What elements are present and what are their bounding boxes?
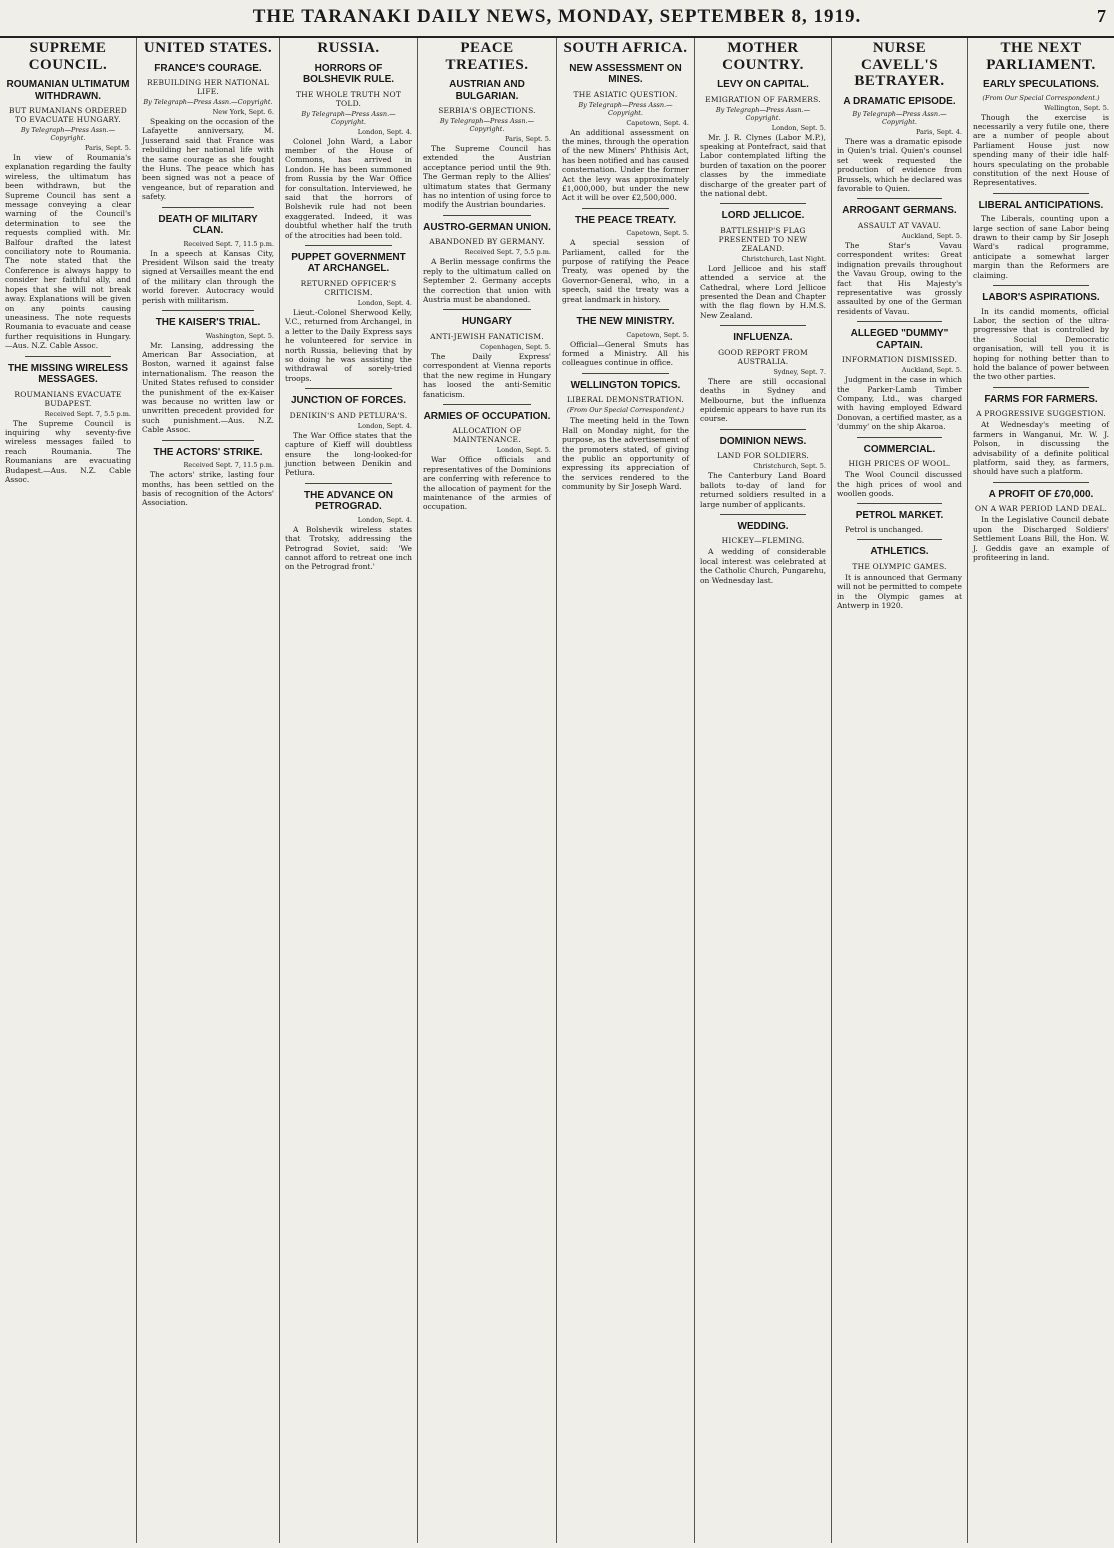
article-subhead: EMIGRATION OF FARMERS.: [705, 94, 821, 104]
article-headline: LIBERAL ANTICIPATIONS.: [978, 199, 1104, 211]
article-subhead: LIBERAL DEMONSTRATION.: [566, 395, 684, 405]
article: [700, 79, 826, 198]
page-number: 7: [1097, 6, 1106, 26]
column-2: [137, 38, 280, 1543]
article-headline: ALLEGED "DUMMY" CAPTAIN.: [850, 328, 949, 351]
article-headline: LABOR'S ASPIRATIONS.: [982, 292, 1100, 304]
article: [285, 388, 412, 478]
article-body: There was a dramatic episode in Quien's trial. Quien's counsel set week requested the production of evidence from Brussels, which he declared was favorable to Quien.: [837, 137, 962, 194]
article-divider: [582, 309, 669, 310]
article-divider: [993, 193, 1089, 194]
article-body: Colonel John Ward, a Labor member of the House of Commons, has arrived in London. He has been summoned from Russia by the War Office for consultation. Interviewed, he said that the horrors of Bolshevik rule had not been exaggerated. Indeed, it was doubtful whether half the truth of the atrocities had been told.: [285, 136, 412, 240]
article-body: Though the exercise is necessarily a very futile one, there are a number of people about Parliament House just now spending many of their idle half-hours speculating on the probable constitution of the next House of Representatives.: [973, 112, 1109, 188]
article-body: The Supreme Council has extended the Austrian acceptance period until the 9th. The German reply to the Allies' ultimatum states that Germany has no intention of using force to modify the Austrian boundaries.: [423, 144, 551, 210]
article-body: War Office officials and representatives of the Dominions are conferring with reference to the allocation of payment for the maintenance of the armies of occupation.: [423, 455, 551, 512]
article-headline: ARMIES OF OCCUPATION.: [423, 410, 551, 422]
article: [423, 404, 551, 512]
article-subhead: DENIKIN'S AND PETLURA'S.: [289, 410, 408, 420]
article-dateline: Sydney, Sept. 7.: [773, 367, 826, 376]
article-body: Official—General Smuts has formed a Ministry. All his colleagues continue in office.: [562, 339, 689, 368]
article-dateline: New York, Sept. 6.: [212, 108, 274, 116]
article: [285, 245, 412, 383]
article-subhead: HIGH PRICES OF WOOL.: [848, 459, 951, 469]
article-body: Speaking on the occasion of the Lafayette anniversary, M. Jusserand said that France was rebuilding her national life with the same courage as she fought the Huns. The peace which has been signed was not a peace of vengeance, but of reparation and safety.: [142, 117, 274, 202]
article-credit: By Telegraph—Press Assn.—Copyright.: [20, 126, 116, 142]
article-divider: [993, 482, 1089, 483]
article-dateline: Capetown, Sept. 5.: [626, 229, 689, 238]
article-divider: [857, 321, 942, 322]
masthead: [0, 0, 1114, 38]
article-headline: A PROFIT OF £70,000.: [988, 488, 1094, 500]
article-body: Mr. J. R. Clynes (Labor M.P.), speaking at Pontefract, said that Labor contemplated lifting the burden of taxation on the poorer classes by the immediate discharge of the greater part of the national debt.: [700, 132, 826, 198]
article-headline: THE KAISER'S TRIAL.: [155, 317, 261, 329]
article-body: In the Legislative Council debate upon the Discharged Soldiers' Settlement Loans Bill, the Hon. W. J. Geddis gave an example of profiteering in land.: [973, 515, 1109, 562]
article-dateline: Wellington, Sept. 5.: [1044, 103, 1109, 112]
article-credit: By Telegraph—Press Assn.—Copyright.: [439, 117, 535, 133]
article-body: The Supreme Council is inquiring why seventy-five wireless messages failed to reach Roumania. The Roumanians are evacuating Budapest.—Aus. N.Z. Cable Assoc.: [5, 418, 131, 484]
article-headline: NEW ASSESSMENT ON MINES.: [569, 62, 682, 85]
article-headline: LEVY ON CAPITAL.: [717, 79, 809, 90]
article: [142, 63, 274, 202]
column-3: [280, 38, 418, 1543]
article: [142, 310, 274, 435]
article-headline: DEATH OF MILITARY CLAN.: [158, 213, 258, 237]
article: [562, 373, 689, 492]
article-dateline: Capetown, Sept. 4.: [626, 118, 689, 127]
article-headline: INFLUENZA.: [733, 332, 793, 344]
article: [562, 63, 689, 203]
article-credit: By Telegraph—Press Assn.—Copyright.: [578, 100, 673, 117]
column-title: SUPREME COUNCIL.: [28, 40, 108, 73]
column-title: THE NEXT PARLIAMENT.: [986, 40, 1096, 73]
article-body: At Wednesday's meeting of farmers in Wanganui, Mr. W. J. Polson, in discussing the advisability of a definite political platform, said they, as farmers, should have such a platform.: [973, 420, 1109, 477]
article-headline: LORD JELLICOE.: [721, 210, 805, 222]
article-divider: [720, 325, 806, 326]
article-body: Mr. Lansing, addressing the American Bar Association, at Boston, warned it against false internationalism. The reason the United States refused to consider the punishment of the ex-Kaiser was because no written law or unwritten precedent provided for such punishment.—Aus. N.Z. Cable Assoc.: [142, 340, 274, 435]
article-divider: [305, 388, 392, 389]
article: [142, 207, 274, 305]
article-dateline: Capetown, Sept. 5.: [626, 330, 689, 339]
article-dateline: Received Sept. 7, 11.5 p.m.: [183, 239, 274, 248]
article-body: In view of Roumania's explanation regarding the faulty wireless, the ultimatum has been withdrawn, but the Supreme Council has sent a message conveying a clear warning of the Council's determination to see the requests complied with. Mr. Balfour drafted the latest conciliatory note to Roumania. The note stated that the Conference is always happy to consider her faithful ally, and hopes that she will not break away. Explanations will be given on any points causing uneasiness. The note requests Roumania to evacuate and cease further requisitions in Hungary.—Aus. N.Z. Cable Assoc.: [5, 153, 131, 351]
article-subhead: THE OLYMPIC GAMES.: [852, 561, 947, 571]
column-title: SOUTH AFRICA.: [563, 40, 688, 56]
article-headline: HUNGARY: [461, 316, 513, 328]
article: [142, 440, 274, 508]
article-dateline: London, Sept. 4.: [357, 127, 412, 136]
article-subhead: A PROGRESSIVE SUGGESTION.: [976, 409, 1106, 419]
article-headline: THE ADVANCE ON PETROGRAD.: [304, 489, 393, 513]
article-dateline: London, Sept. 5.: [771, 123, 826, 132]
column-1: [0, 38, 137, 1543]
article: [837, 437, 962, 499]
article-divider: [443, 309, 531, 310]
article-dateline: Auckland, Sept. 5.: [901, 366, 962, 375]
article-subhead: THE WHOLE TRUTH NOT TOLD.: [295, 89, 402, 108]
column-title: UNITED STATES.: [143, 40, 273, 56]
article-body: An additional assessment on the mines, through the operation of the new Miners' Phthisis Act, has been notified and has caused consternation. Under the former Act the levy was approximately £1,000,000, but under the new Act it will be over £2,500,000.: [562, 127, 689, 203]
article-divider: [857, 539, 942, 540]
article-divider: [162, 207, 254, 208]
article-divider: [25, 356, 111, 357]
article-subhead: BATTLESHIP'S FLAG PRESENTED TO NEW ZEALAND.: [718, 225, 808, 253]
article-headline: ARROGANT GERMANS.: [842, 205, 957, 217]
article-credit: (From Our Special Correspondent.): [982, 93, 1100, 102]
article-subhead: THE ASIATIC QUESTION.: [573, 89, 678, 99]
article: [837, 96, 962, 194]
article: [837, 321, 962, 431]
article-dateline: Paris, Sept. 5.: [504, 135, 551, 143]
article-subhead: SERBIA'S OBJECTIONS.: [438, 106, 536, 115]
article-credit: By Telegraph—Press Assn.—Copyright.: [143, 98, 273, 106]
article-body: In a speech at Kansas City, President Wilson said the treaty signed at Versailles meant the end of the military clan through the world forever. Autocracy would perish with militarism.: [142, 248, 274, 305]
article-headline: ATHLETICS.: [870, 546, 929, 558]
article-dateline: Received Sept. 7, 5.5 p.m.: [44, 409, 131, 418]
article-body: A wedding of considerable local interest was celebrated at the Catholic Church, Pungarehu, on Wednesday last.: [700, 547, 826, 585]
article: [973, 193, 1109, 280]
article-credit: (From Our Special Correspondent.): [566, 406, 685, 415]
article-dateline: London, Sept. 4.: [357, 298, 412, 307]
article-dateline: Washington, Sept. 5.: [205, 331, 274, 340]
article-body: The meeting held in the Town Hall on Monday night, for the purpose, as the advertisement of the promoters stated, of giving the public an opportunity of expressing its appreciation of the services rendered to the community by Sir Joseph Ward.: [562, 416, 689, 492]
article: [700, 203, 826, 320]
article-headline: THE NEW MINISTRY.: [576, 316, 675, 328]
article: [423, 215, 551, 305]
article-divider: [720, 203, 806, 204]
article-divider: [993, 285, 1089, 286]
article-headline: HORRORS OF BOLSHEVIK RULE.: [302, 62, 395, 85]
article-headline: THE ACTORS' STRIKE.: [153, 446, 263, 458]
article: [5, 79, 131, 351]
article-body: It is announced that Germany will not be permitted to compete in the Olympic games at Antwerp in 1920.: [837, 572, 962, 610]
article-divider: [857, 503, 942, 504]
column-title: NURSE CAVELL'S BETRAYER.: [854, 40, 945, 89]
article: [700, 325, 826, 424]
article-body: The Daily Express' correspondent at Vienna reports that the new regime in Hungary has loosed the anti-Semitic fanaticism.: [423, 351, 551, 399]
article-dateline: Paris, Sept. 5.: [84, 144, 131, 152]
article-body: Lord Jellicoe and his staff attended a service at the Cathedral, where Lord Jellicoe presented the Dean and Chapter with the flag flown by H.M.S. New Zealand.: [700, 263, 826, 320]
article-credit: By Telegraph—Press Assn.—Copyright.: [301, 109, 396, 126]
article-body: A Berlin message confirms the reply to the ultimatum called on September 2. Germany accepts the correction that union with Austria must be abandoned.: [423, 257, 551, 304]
article-subhead: ALLOCATION OF MAINTENANCE.: [452, 426, 522, 445]
article-divider: [305, 483, 392, 484]
article-divider: [443, 215, 531, 216]
article-subhead: GOOD REPORT FROM AUSTRALIA.: [718, 347, 808, 366]
article-body: The Wool Council discussed the high prices of wool and woollen goods.: [837, 470, 962, 498]
article-body: There are still occasional deaths in Sydney and Melbourne, but the influenza epidemic appears to have run its course.: [700, 376, 826, 424]
article-headline: AUSTRO-GERMAN UNION.: [423, 221, 551, 233]
article-divider: [857, 437, 942, 438]
article-headline: FRANCE'S COURAGE.: [154, 62, 262, 74]
article-subhead: RETURNED OFFICER'S CRITICISM.: [300, 278, 397, 297]
article: [562, 309, 689, 368]
article-dateline: London, Sept. 5.: [496, 446, 551, 455]
article-body: A Bolshevik wireless states that Trotsky, addressing the Petrograd Soviet, said: 'We cannot afford to retreat one inch on the Petrograd front.': [285, 524, 412, 572]
article-headline: COMMERCIAL.: [863, 443, 936, 455]
article: [700, 429, 826, 509]
article: [973, 79, 1109, 188]
article-headline: PETROL MARKET.: [855, 510, 944, 522]
article: [423, 79, 551, 210]
article: [837, 198, 962, 316]
article: [285, 63, 412, 240]
article-body: Lieut.-Colonel Sherwood Kelly, V.C., returned from Archangel, in a letter to the Daily Express says he volunteered for service in north Russia, believing that by so doing he was assisting the withdrawal of sorely-tried troops.: [285, 307, 412, 383]
article-body: Petrol is unchanged.: [845, 524, 924, 534]
article-headline: WELLINGTON TOPICS.: [570, 379, 681, 391]
article: [562, 208, 689, 304]
article-headline: FARMS FOR FARMERS.: [984, 393, 1098, 405]
article-divider: [582, 208, 669, 209]
article-body: In its candid moments, official Labor, the section of the ultra-progressive that is controlled by the Social Democratic organisation, will tell you it is hoping for nothing better than to hold the balance of power between the two other parties.: [973, 306, 1109, 382]
column-8: [968, 38, 1114, 1543]
article: [423, 309, 551, 399]
article-headline: A DRAMATIC EPISODE.: [843, 95, 956, 107]
article-divider: [305, 245, 392, 246]
article-dateline: Received Sept. 7, 5.5 p.m.: [464, 248, 551, 257]
article: [837, 503, 962, 534]
article: [973, 387, 1109, 477]
article-divider: [582, 373, 669, 374]
article: [973, 285, 1109, 382]
article-body: The Star's Vavau correspondent writes: Great indignation prevails throughout the Vavau Group, owing to the fact that His Majesty's representative was grossly assaulted by one of the German residents of Vavau.: [837, 240, 962, 316]
article-dateline: London, Sept. 4.: [357, 421, 412, 430]
article-headline: THE PEACE TREATY.: [575, 214, 676, 226]
article-dateline: Received Sept. 7, 11.5 p.m.: [183, 461, 274, 470]
columns-container: [0, 38, 1114, 1548]
article: [837, 539, 962, 610]
column-title: PEACE TREATIES.: [445, 40, 529, 73]
article-divider: [720, 514, 806, 515]
article-subhead: ANTI-JEWISH FANATICISM.: [430, 331, 544, 341]
article-divider: [857, 198, 942, 199]
column-5: [557, 38, 695, 1543]
article-subhead: HICKEY—FLEMING.: [721, 536, 805, 546]
article-dateline: Auckland, Sept. 5.: [901, 231, 962, 240]
article-subhead: LAND FOR SOLDIERS.: [717, 451, 809, 461]
article-divider: [443, 404, 531, 405]
article-body: The Canterbury Land Board ballots to-day of land for returned soldiers resulted in a large number of applicants.: [700, 471, 826, 509]
article-credit: By Telegraph—Press Assn.—Copyright.: [852, 110, 947, 126]
article-body: The War Office states that the capture of Kieff will doubtless ensure the long-looked-for junction between Denikin and Petlura.: [285, 430, 412, 478]
article-credit: By Telegraph—Press Assn.—Copyright.: [715, 105, 811, 122]
article-subhead: BUT RUMANIANS ORDERED TO EVACUATE HUNGARY.: [9, 106, 127, 124]
article-headline: EARLY SPECULATIONS.: [983, 79, 1099, 90]
article-dateline: Christchurch, Last Night.: [741, 254, 826, 263]
article-subhead: ASSAULT AT VAVAU.: [857, 220, 942, 230]
article: [973, 482, 1109, 563]
article-divider: [162, 440, 254, 441]
article: [285, 483, 412, 572]
article-dateline: Paris, Sept. 4.: [915, 128, 962, 136]
column-title: RUSSIA.: [317, 40, 380, 56]
article: [700, 514, 826, 585]
masthead-title: THE TARANAKI DAILY NEWS, MONDAY, SEPTEMBER 8, 1919.: [252, 6, 862, 27]
article-dateline: Copenhagen, Sept. 5.: [480, 342, 551, 351]
article-divider: [720, 429, 806, 430]
article-subhead: ROUMANIANS EVACUATE BUDAPEST.: [14, 389, 122, 408]
article: [5, 356, 131, 485]
article-headline: DOMINION NEWS.: [719, 435, 807, 447]
article-body: A special session of Parliament, called for the purpose of ratifying the Peace Treaty, was opened by the Governor-General, who, in a speech, said the treaty was a great landmark in history.: [562, 238, 689, 304]
article-subhead: ABANDONED BY GERMANY.: [429, 237, 545, 247]
article-body: Judgment in the case in which the Parker-Lamb Timber Company, Ltd., was charged with having employed Edward Donovan, a certified master, as a 'dummy' on the ship Akaroa.: [837, 375, 962, 432]
article-body: The Liberals, counting upon a large section of sane Labor being drawn to their camp by Sir Joseph Ward's radical programme, anticipate a somewhat larger margin than the Reformers are claiming.: [973, 214, 1109, 280]
column-4: [418, 38, 557, 1543]
column-title: MOTHER COUNTRY.: [722, 40, 804, 73]
article-headline: AUSTRIAN AND BULGARIAN.: [449, 79, 525, 102]
column-6: [695, 38, 832, 1543]
article-headline: PUPPET GOVERNMENT AT ARCHANGEL.: [291, 251, 406, 275]
article-dateline: Christchurch, Sept. 5.: [753, 462, 826, 471]
article-subhead: INFORMATION DISMISSED.: [841, 355, 958, 365]
article-divider: [993, 387, 1089, 388]
article-headline: ROUMANIAN ULTIMATUM WITHDRAWN.: [6, 79, 130, 102]
article-dateline: London, Sept. 4.: [357, 515, 412, 524]
column-7: [832, 38, 968, 1543]
article-divider: [162, 310, 254, 311]
article-headline: JUNCTION OF FORCES.: [290, 395, 406, 407]
article-subhead: ON A WAR PERIOD LAND DEAL.: [974, 504, 1108, 514]
article-headline: WEDDING.: [737, 520, 789, 532]
article-body: The actors' strike, lasting four months, has been settled on the basis of recognition of the Actors' Association.: [142, 470, 274, 508]
article-headline: THE MISSING WIRELESS MESSAGES.: [7, 362, 128, 386]
article-subhead: REBUILDING HER NATIONAL LIFE.: [146, 78, 270, 96]
